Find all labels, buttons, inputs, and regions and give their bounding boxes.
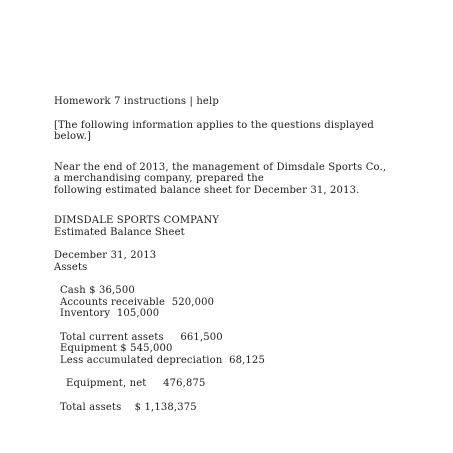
asset-accounts-receivable: Accounts receivable 520,000 bbox=[60, 296, 215, 308]
note-line-2: below.] bbox=[54, 131, 92, 142]
asset-equipment: Equipment $ 545,000 bbox=[60, 343, 173, 354]
equipment-net: Equipment, net 476,875 bbox=[66, 378, 206, 389]
intro-line-3: following estimated balance sheet for December 31, 2013. bbox=[54, 184, 360, 196]
intro-line-2: a merchandising company, prepared the bbox=[54, 173, 264, 184]
company-name: DIMSDALE SPORTS COMPANY bbox=[54, 215, 220, 226]
section-assets: Assets bbox=[54, 261, 88, 273]
statement-title: Estimated Balance Sheet bbox=[54, 226, 185, 238]
total-assets: Total assets $ 1,138,375 bbox=[60, 401, 197, 413]
statement-date: December 31, 2013 bbox=[54, 250, 157, 261]
document-heading: Homework 7 instructions | help bbox=[54, 96, 219, 107]
accumulated-depreciation: Less accumulated depreciation 68,125 bbox=[60, 354, 265, 366]
asset-cash: Cash $ 36,500 bbox=[60, 285, 135, 296]
intro-line-1: Near the end of 2013, the management of Dimsdale Sports Co., bbox=[54, 161, 387, 173]
asset-inventory: Inventory 105,000 bbox=[60, 308, 160, 319]
document-body bbox=[54, 96, 434, 413]
total-current-assets: Total current assets 661,500 bbox=[60, 331, 223, 343]
note-line-1: [The following information applies to the questions displayed bbox=[54, 119, 374, 131]
